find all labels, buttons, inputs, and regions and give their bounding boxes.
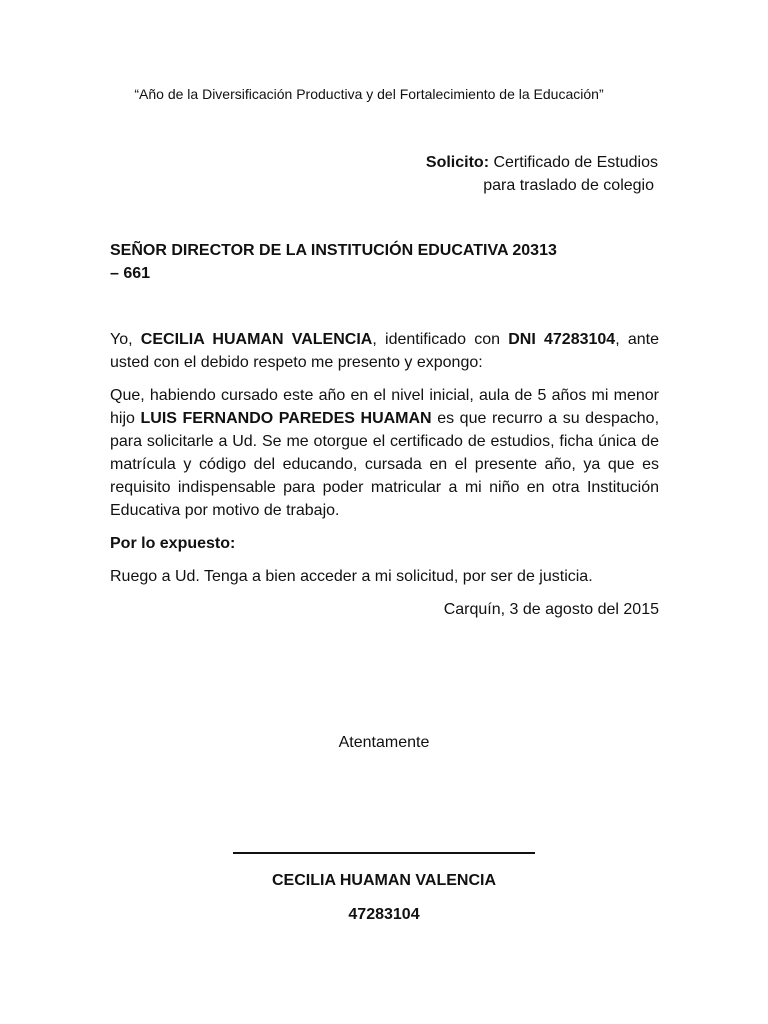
request-label: Solicito: [425,154,490,171]
child-name: LUIS FERNANDO PAREDES HUAMAN [140,410,432,427]
intro-paragraph [110,328,659,374]
conclusion-heading: Por lo expuesto: [110,535,236,552]
request-block [426,151,658,197]
signature-dni: 47283104 [348,906,420,923]
request-subject-line2: para traslado de colegio [483,177,654,194]
addressee-line1: SEÑOR DIRECTOR DE LA INSTITUCIÓN EDUCATIVA 20313 [110,242,557,259]
statement-part2: es que recurro a su despacho, para solicitarle a Ud. Se me otorgue el certificado de estudios, ficha única de matrícula y código del educando, cursada en el presente año, ya que es requisito indispensable para poder matricular a mi niño en otra Institución Educativa por motivo de trabajo. [110,410,660,519]
intro-suffix: , ante usted con el debido respeto me presento y expongo: [110,331,659,371]
signature-line [233,852,535,854]
year-motto: “Año de la Diversificación Productiva y del Fortalecimiento de la Educación” [134,86,604,102]
statement-paragraph [110,384,659,522]
applicant-name: CECILIA HUAMAN VALENCIA [140,331,373,348]
intro-prefix: Yo, [110,331,141,348]
request-subject-line1: Certificado de Estudios [489,154,658,171]
intro-middle: , identificado con [372,331,509,348]
closing-salutation: Atentamente [338,734,430,751]
addressee-line2: – 661 [110,265,151,282]
applicant-dni: DNI 47283104 [508,331,616,348]
letter-body [110,328,659,631]
conclusion-text: Ruego a Ud. Tenga a bien acceder a mi solicitud, por ser de justicia. [110,568,593,585]
addressee [110,239,659,285]
statement-part1: Que, habiendo cursado este año en el nivel inicial, aula de 5 años mi menor hijo [110,387,659,427]
date-line: Carquín, 3 de agosto del 2015 [443,601,659,618]
signature-name: CECILIA HUAMAN VALENCIA [272,872,496,889]
